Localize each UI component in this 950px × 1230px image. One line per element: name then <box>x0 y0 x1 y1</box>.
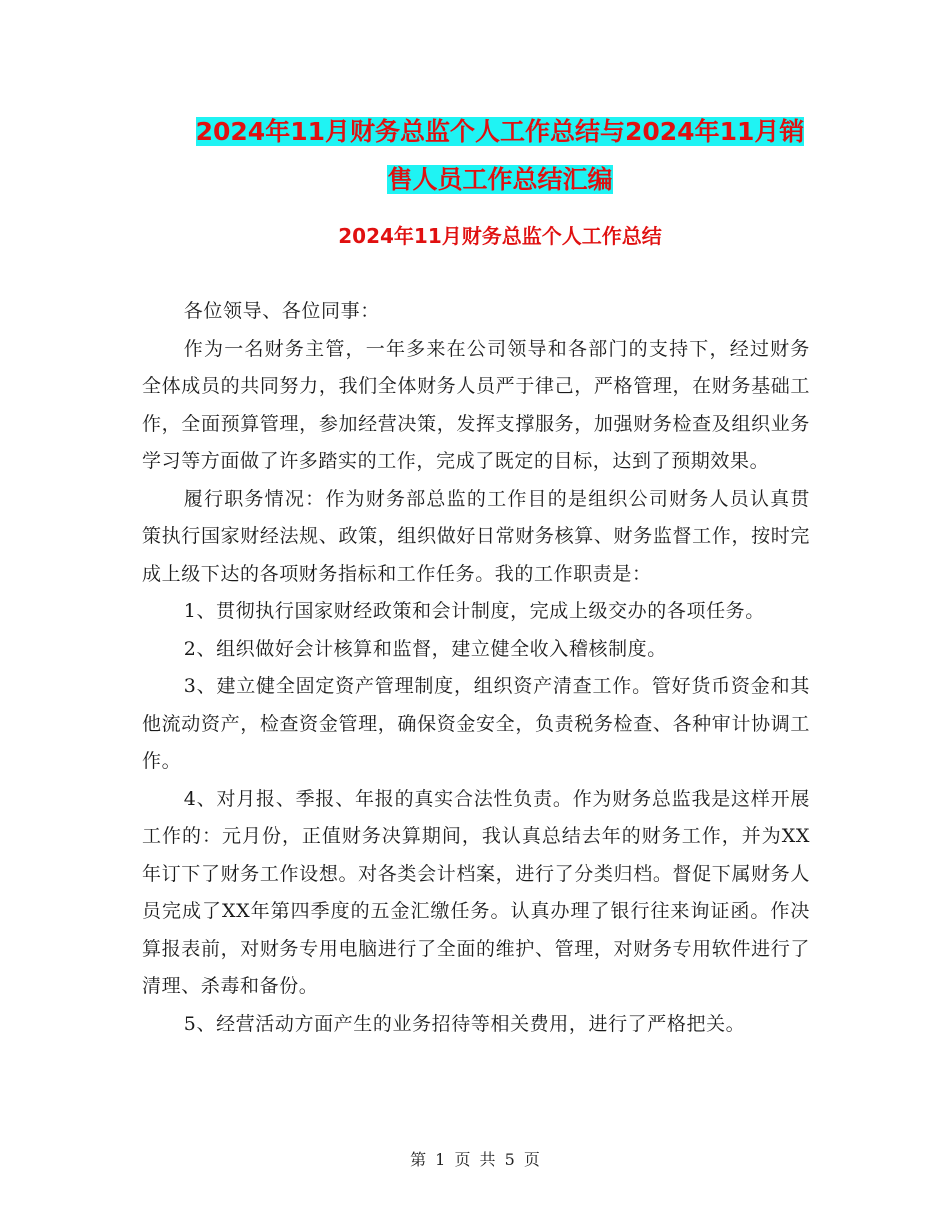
paragraph-item-3: 3、建立健全固定资产管理制度，组织资产清查工作。管好货币资金和其他流动资产，检查资金管理，确保资金安全，负责税务检查、各种审计协调工作。 <box>142 675 810 772</box>
document-title <box>140 108 860 204</box>
paragraph-duties: 履行职务情况：作为财务部总监的工作目的是组织公司财务人员认真贯策执行国家财经法规、政策，组织做好日常财务核算、财务监督工作，按时完成上级下达的各项财务指标和工作任务。我的工作职责是： <box>142 487 810 585</box>
page-footer: 第 1 页 共 5 页 <box>410 1150 540 1169</box>
body-text <box>142 293 810 1043</box>
section-title: 2024年11月财务总监个人工作总结 <box>338 224 662 248</box>
paragraph-greeting: 各位领导、各位同事： <box>183 300 380 322</box>
paragraph-intro: 作为一名财务主管，一年多来在公司领导和各部门的支持下，经过财务全体成员的共同努力，我们全体财务人员严于律己，严格管理，在财务基础工作，全面预算管理，参加经营决策，发挥支撑服务，加强财务检查及组织业务学习等方面做了许多踏实的工作，完成了既定的目标，达到了预期效果。 <box>142 337 810 472</box>
paragraph-item-1: 1、贯彻执行国家财经政策和会计制度，完成上级交办的各项任务。 <box>183 600 765 622</box>
paragraph-item-2: 2、组织做好会计核算和监督，建立健全收入稽核制度。 <box>183 637 667 660</box>
paragraph-item-4: 4、对月报、季报、年报的真实合法性负责。作为财务总监我是这样开展工作的：元月份，正值财务决算期间，我认真总结去年的财务工作，并为XX年订下了财务工作设想。对各类会计档案，进行了分类归档。督促下属财务人员完成了XX年第四季度的五金汇缴任务。认真办理了银行往来询证函。作决算报表前，对财务专用电脑进行了全面的维护、管理，对财务专用软件进行了清理、杀毒和备份。 <box>142 787 810 997</box>
paragraph-item-5: 5、经营活动方面产生的业务招待等相关费用，进行了严格把关。 <box>183 1012 746 1035</box>
document-title-line2: 售人员工作总结汇编 <box>387 165 613 194</box>
document-title-line1: 2024年11月财务总监个人工作总结与2024年11月销 <box>195 117 805 146</box>
